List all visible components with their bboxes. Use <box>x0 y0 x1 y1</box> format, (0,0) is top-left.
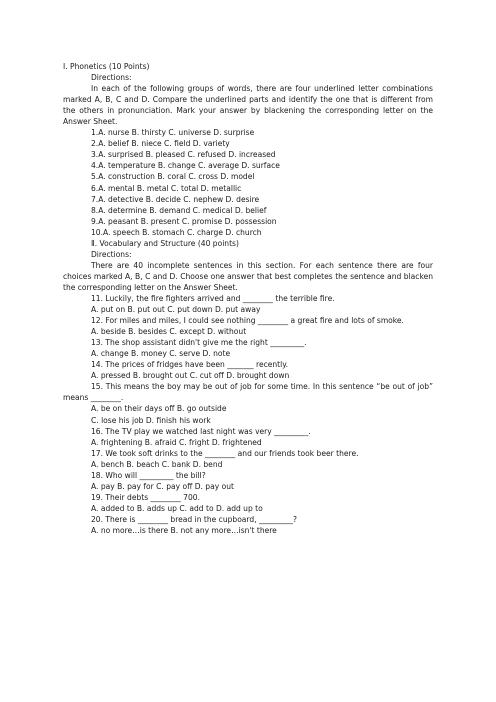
section-1-title: Ⅰ. Phonetics (10 Points) <box>63 62 150 71</box>
question-stem: 12. For miles and miles, I could see nothing ________ a great fire and lots of smoke. <box>91 316 404 326</box>
question-options: A. no more…is there B. not any more…isn't there <box>91 525 277 535</box>
question-stem: 19. Their debts ________ 700. <box>91 492 200 502</box>
phonetics-item: 6.A. mental B. metal C. total D. metallic <box>91 183 242 193</box>
phonetics-item: 10.A. speech B. stomach C. charge D. church <box>91 227 262 237</box>
phonetics-item: 3.A. surprised B. pleased C. refused D. increased <box>91 150 276 160</box>
question-stem: 14. The prices of fridges have been _______ recently. <box>91 360 289 370</box>
section-1-items <box>63 127 433 237</box>
question-stem: 20. There is ________ bread in the cupboard, _________? <box>91 514 297 524</box>
section-1-directions-text: In each of the following groups of words, there are four underlined letter combinations marked A, B, C and D. Compare the underlined parts and identify the one that is different from the others in pronunciation. Mark your answer by blackening the corresponding letter on the Answer Sheet. <box>63 84 433 127</box>
question-options: A. bench B. beach C. bank D. bend <box>91 459 223 469</box>
question-options: A. pressed B. brought out C. cut off D. brought down <box>91 371 290 381</box>
question-options: A. beside B. besides C. except D. without <box>91 327 247 337</box>
question-stem: 11. Luckily, the fire fighters arrived and ________ the terrible fire. <box>91 293 335 303</box>
phonetics-item: 2.A. belief B. niece C. field D. variety <box>91 139 230 149</box>
section-2-directions-text: There are 40 incomplete sentences in this section. For each sentence there are four choices marked A, B, C and D. Choose one answer that best completes the sentence and blacken the corresponding letter on the Answer Sheet. <box>63 260 433 292</box>
document-body <box>63 61 433 536</box>
question-stem: 13. The shop assistant didn't give me the right _________. <box>91 338 307 348</box>
question-options: C. lose his job D. finish his work <box>91 415 211 425</box>
question-stem: 15. This means the boy may be out of job for some time. In this sentence “be out of job” means ________. <box>63 382 433 403</box>
question-stem: 18. Who will _________ the bill? <box>91 470 206 480</box>
phonetics-item: 9.A. peasant B. present C. promise D. possession <box>91 216 277 226</box>
section-1-directions-label: Directions: <box>91 73 132 83</box>
phonetics-item: 4.A. temperature B. change C. average D. surface <box>91 161 280 171</box>
question-options: A. change B. money C. serve D. note <box>91 349 231 359</box>
phonetics-item: 1.A. nurse B. thirsty C. universe D. surprise <box>91 128 255 138</box>
phonetics-item: 5.A. construction B. coral C. cross D. model <box>91 172 255 182</box>
question-options: A. added to B. adds up C. add to D. add up to <box>91 503 263 513</box>
question-stem: 17. We took soft drinks to the ________ and our friends took beer there. <box>91 448 359 458</box>
section-2-questions <box>63 293 433 536</box>
question-options: A. put on B. put out C. put down D. put away <box>91 305 261 315</box>
phonetics-item: 8.A. determine B. demand C. medical D. belief <box>91 205 267 215</box>
question-options: A. be on their days off B. go outside <box>91 404 227 414</box>
question-options: A. pay B. pay for C. pay off D. pay out <box>91 481 234 491</box>
phonetics-item: 7.A. detective B. decide C. nephew D. desire <box>91 194 260 204</box>
question-stem: 16. The TV play we watched last night was very _________. <box>91 426 311 436</box>
section-2-directions-label: Directions: <box>91 249 132 259</box>
question-options: A. frightening B. afraid C. fright D. frightened <box>91 437 262 447</box>
section-2-title: Ⅱ. Vocabulary and Structure (40 points) <box>91 238 239 248</box>
